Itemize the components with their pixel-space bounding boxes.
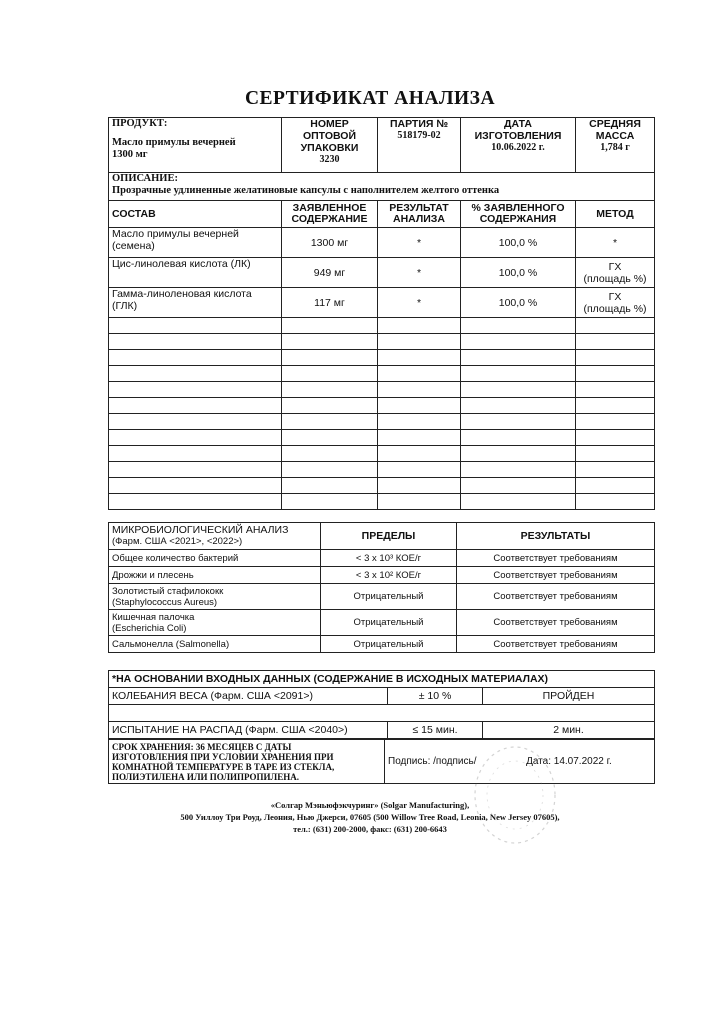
disintegration-label: ИСПЫТАНИЕ НА РАСПАД (Фарм. США <2040>) xyxy=(109,722,388,739)
empty-row xyxy=(109,366,655,382)
micro-test-name-line-1: Золотистый стафилококк xyxy=(112,585,224,597)
micro-test-name-line-1: Сальмонелла (Salmonella) xyxy=(112,638,230,650)
ingredient-result: * xyxy=(378,228,461,258)
method-line-1: ГХ xyxy=(608,260,622,273)
certificate-table xyxy=(108,117,655,510)
tests-table xyxy=(108,670,655,739)
date-label-1: ДАТА xyxy=(504,118,532,130)
lot-cell xyxy=(378,118,461,173)
description-row xyxy=(109,173,655,201)
col-method: МЕТОД xyxy=(576,201,655,228)
ingredient-name xyxy=(109,228,282,258)
description-label: ОПИСАНИЕ: xyxy=(112,173,178,184)
col-percent xyxy=(461,201,576,228)
product-header-row xyxy=(109,118,655,173)
ingredient-percent: 100,0 % xyxy=(461,228,576,258)
disintegration-row xyxy=(109,722,655,739)
ingredient-name-line-2: (семена) xyxy=(112,240,155,252)
disintegration-result: 2 мин. xyxy=(483,722,655,739)
micro-result: Соответствует требованиям xyxy=(457,550,655,567)
micro-table xyxy=(108,522,655,653)
input-data-row xyxy=(109,671,655,688)
empty-row xyxy=(109,318,655,334)
ingredient-name-line-2: (ГЛК) xyxy=(112,300,138,312)
shelf-life-line-4: ПОЛИЭТИЛЕНА ИЛИ ПОЛИПРОПИЛЕНА. xyxy=(112,771,299,782)
date-label-2: ИЗГОТОВЛЕНИЯ xyxy=(474,130,562,142)
ingredient-percent: 100,0 % xyxy=(461,288,576,318)
micro-title xyxy=(109,523,321,550)
ingredient-method xyxy=(576,288,655,318)
description-cell xyxy=(109,173,655,201)
weight-variation-row xyxy=(109,688,655,705)
micro-test-name xyxy=(109,550,321,567)
shelf-life-line-1: СРОК ХРАНЕНИЯ: 36 МЕСЯЦЕВ С ДАТЫ xyxy=(112,741,292,752)
ingredient-result: * xyxy=(378,288,461,318)
table-row xyxy=(109,584,655,610)
micro-limit: Отрицательный xyxy=(321,610,457,636)
bulk-number-cell xyxy=(282,118,378,173)
col-declared xyxy=(282,201,378,228)
ingredient-declared: 1300 мг xyxy=(282,228,378,258)
empty-row xyxy=(109,446,655,462)
shelf-life-text xyxy=(109,740,385,784)
ingredient-name xyxy=(109,288,282,318)
micro-title-line-2: (Фарм. США <2021>, <2022>) xyxy=(112,536,243,547)
footer-address: 500 Уиллоу Три Роуд, Леония, Нью Джерси, 07605 (500 Willow Tree Road, Leonia, New Jersey 07605), xyxy=(180,812,560,822)
col-declared-line-1: ЗАЯВЛЕННОЕ xyxy=(292,202,367,214)
micro-limit: Отрицательный xyxy=(321,584,457,610)
col-declared-line-2: СОДЕРЖАНИЕ xyxy=(291,213,368,225)
weight-variation-result: ПРОЙДЕН xyxy=(483,688,655,705)
ingredient-declared: 117 мг xyxy=(282,288,378,318)
micro-test-name-line-2: (Escherichia Coli) xyxy=(112,622,187,634)
product-cell xyxy=(109,118,282,173)
micro-title-line-1: МИКРОБИОЛОГИЧЕСКИЙ АНАЛИЗ xyxy=(112,524,289,536)
signature: Подпись: /подпись/ xyxy=(388,755,477,767)
bulk-label-3: УПАКОВКИ xyxy=(300,142,359,154)
micro-test-name xyxy=(109,567,321,584)
micro-result: Соответствует требованиям xyxy=(457,610,655,636)
shelf-life-line-3: КОМНАТНОЙ ТЕМПЕРАТУРЕ В ТАРЕ ИЗ СТЕКЛА, xyxy=(112,761,335,772)
ingredient-method xyxy=(576,258,655,288)
storage-row xyxy=(109,740,655,784)
micro-test-name xyxy=(109,584,321,610)
micro-test-name-line-1: Кишечная палочка xyxy=(112,611,195,623)
shelf-life-line-2: ИЗГОТОВЛЕНИЯ ПРИ УСЛОВИИ ХРАНЕНИЯ ПРИ xyxy=(112,751,334,762)
lot-value: 518179-02 xyxy=(397,130,441,141)
empty-row xyxy=(109,478,655,494)
micro-limit: < 3 x 10³ КОЕ/г xyxy=(321,550,457,567)
description-text: Прозрачные удлиненные желатиновые капсулы с наполнителем желтого оттенка xyxy=(112,185,500,196)
col-result-line-1: РЕЗУЛЬТАТ xyxy=(389,202,449,214)
empty-row xyxy=(109,494,655,510)
weight-variation-label: КОЛЕБАНИЯ ВЕСА (Фарм. США <2091>) xyxy=(109,688,388,705)
micro-test-name-line-2: (Staphylococcus Aureus) xyxy=(112,596,218,608)
method-line-1: ГХ xyxy=(608,290,622,303)
product-label: ПРОДУКТ: xyxy=(112,118,168,129)
ingredient-declared: 949 мг xyxy=(282,258,378,288)
storage-table xyxy=(108,739,655,784)
avg-mass-cell xyxy=(576,118,655,173)
micro-test-name-line-1: Дрожжи и плесень xyxy=(112,569,194,581)
micro-test-name xyxy=(109,636,321,653)
micro-limit: < 3 x 10² КОЕ/г xyxy=(321,567,457,584)
col-result-line-2: АНАЛИЗА xyxy=(393,213,445,225)
input-data-note: *НА ОСНОВАНИИ ВХОДНЫХ ДАННЫХ (СОДЕРЖАНИЕ В ИСХОДНЫХ МАТЕРИАЛАХ) xyxy=(109,671,655,688)
product-dose: 1300 мг xyxy=(112,149,148,160)
table-row xyxy=(109,258,655,288)
mass-label-1: СРЕДНЯЯ xyxy=(589,118,641,130)
table-row xyxy=(109,610,655,636)
micro-test-name xyxy=(109,610,321,636)
col-limits: ПРЕДЕЛЫ xyxy=(321,523,457,550)
empty-row xyxy=(109,462,655,478)
ingredient-name xyxy=(109,258,282,288)
footer-phone: тел.: (631) 200-2000, факс: (631) 200-6643 xyxy=(293,824,447,834)
manufacture-date-cell xyxy=(461,118,576,173)
mass-label-2: МАССА xyxy=(595,130,635,142)
mass-value: 1,784 г xyxy=(600,142,630,153)
col-percent-line-2: СОДЕРЖАНИЯ xyxy=(479,213,557,225)
disintegration-limit: ≤ 15 мин. xyxy=(388,722,483,739)
lot-label: ПАРТИЯ № xyxy=(389,118,449,130)
method-line-2: (площадь %) xyxy=(583,302,647,315)
micro-header-row xyxy=(109,523,655,550)
col-percent-line-1: % ЗАЯВЛЕННОГО xyxy=(471,202,565,214)
micro-result: Соответствует требованиям xyxy=(457,636,655,653)
bulk-label-2: ОПТОВОЙ xyxy=(302,130,357,142)
empty-row xyxy=(109,350,655,366)
empty-row xyxy=(109,414,655,430)
table-row xyxy=(109,228,655,258)
bulk-value: 3230 xyxy=(319,154,340,165)
col-component: СОСТАВ xyxy=(109,201,282,228)
method-line-2: (площадь %) xyxy=(583,272,647,285)
method-line-1: * xyxy=(612,236,618,249)
ingredient-method xyxy=(576,228,655,258)
col-results: РЕЗУЛЬТАТЫ xyxy=(457,523,655,550)
product-name: Масло примулы вечерней xyxy=(112,137,236,148)
micro-result: Соответствует требованиям xyxy=(457,567,655,584)
composition-header-row xyxy=(109,201,655,228)
table-row xyxy=(109,288,655,318)
ingredient-name-line-1: Цис-линолевая кислота (ЛК) xyxy=(112,258,251,270)
micro-result: Соответствует требованиям xyxy=(457,584,655,610)
table-row xyxy=(109,550,655,567)
empty-row xyxy=(109,705,655,722)
date-value: 10.06.2022 г. xyxy=(491,142,545,153)
weight-variation-limit: ± 10 % xyxy=(388,688,483,705)
table-row xyxy=(109,636,655,653)
document-title: СЕРТИФИКАТ АНАЛИЗА xyxy=(244,88,496,109)
bulk-label-1: НОМЕР xyxy=(310,118,349,130)
empty-row xyxy=(109,398,655,414)
micro-test-name-line-1: Общее количество бактерий xyxy=(112,552,239,564)
empty-row xyxy=(109,334,655,350)
table-row xyxy=(109,567,655,584)
footer-company: «Солгар Мэньюфэкчуринг» (Solgar Manufacturing), xyxy=(270,800,470,810)
micro-limit: Отрицательный xyxy=(321,636,457,653)
empty-row xyxy=(109,382,655,398)
col-result xyxy=(378,201,461,228)
ingredient-percent: 100,0 % xyxy=(461,258,576,288)
signature-date: Дата: 14.07.2022 г. xyxy=(526,755,612,767)
empty-row xyxy=(109,430,655,446)
ingredient-name-line-1: Гамма-линоленовая кислота xyxy=(112,288,252,300)
ingredient-result: * xyxy=(378,258,461,288)
ingredient-name-line-1: Масло примулы вечерней xyxy=(112,228,239,240)
